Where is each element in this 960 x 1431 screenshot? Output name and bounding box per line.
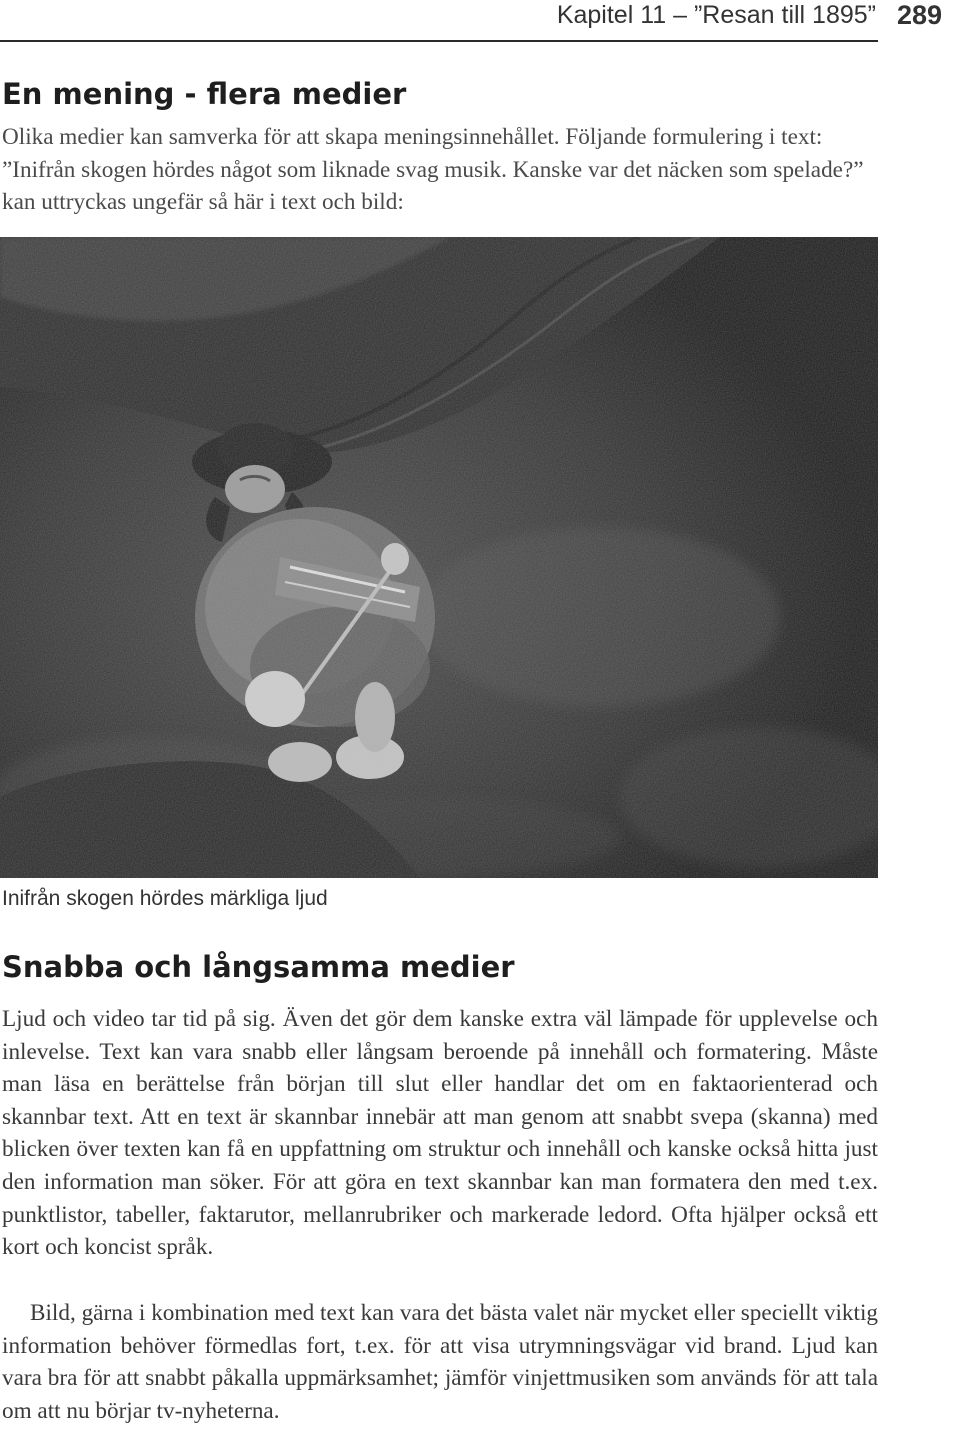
figure-caption: Inifrån skogen hördes märkliga ljud xyxy=(2,887,328,910)
body-paragraph-2: Bild, gärna i kombination med text kan vara det bästa valet när mycket eller speciellt viktig information behöver förmedlas fort, t.ex. för att visa utrymningsvägar vid brand. Ljud kan vara bra för att snabbt påkalla uppmärksamhet; jämför vinjettmusiken som används för att tala om att nu börjar tv-nyheterna. xyxy=(2,1300,878,1424)
chapter-title: Kapitel 11 – ”Resan till 1895” xyxy=(556,1,876,29)
troll-playing-fiddle-photo xyxy=(0,237,878,878)
body-paragraph-1: Ljud och video tar tid på sig. Även det gör dem kanske extra väl lämpade för upplevelse och inlevelse. Text kan vara snabb eller långsam beroende på innehåll och formatering. Måste man läsa en berättelse från början till slut eller handlar det om en faktaorienterad och skannbar text. Att en text är skannbar innebär att man genom att snabbt svepa (skanna) med blicken över texten kan få en uppfattning om struktur och innehåll och kanske också hitta just den information man söker. För att göra en text skannbar kan man formatera den med t.ex. punktlistor, tabeller, faktarutor, mellanrubriker och markerade ledord. Ofta hjälper också ett kort och koncist språk. xyxy=(2,1006,878,1261)
intro-paragraph: Olika medier kan samverka för att skapa meningsinnehållet. Följande formulering i text: ”Inifrån skogen hördes något som liknade svag musik. Kanske var det näcken som spelade?” kan uttryckas ungefär så här i text och bild: xyxy=(2,124,864,216)
section-heading-fast-slow: Snabba och långsamma medier xyxy=(2,950,515,984)
figure-photo xyxy=(0,237,878,878)
running-header xyxy=(0,0,878,42)
page-number: 289 xyxy=(897,0,943,30)
section-heading-media: En mening - flera medier xyxy=(2,77,407,111)
